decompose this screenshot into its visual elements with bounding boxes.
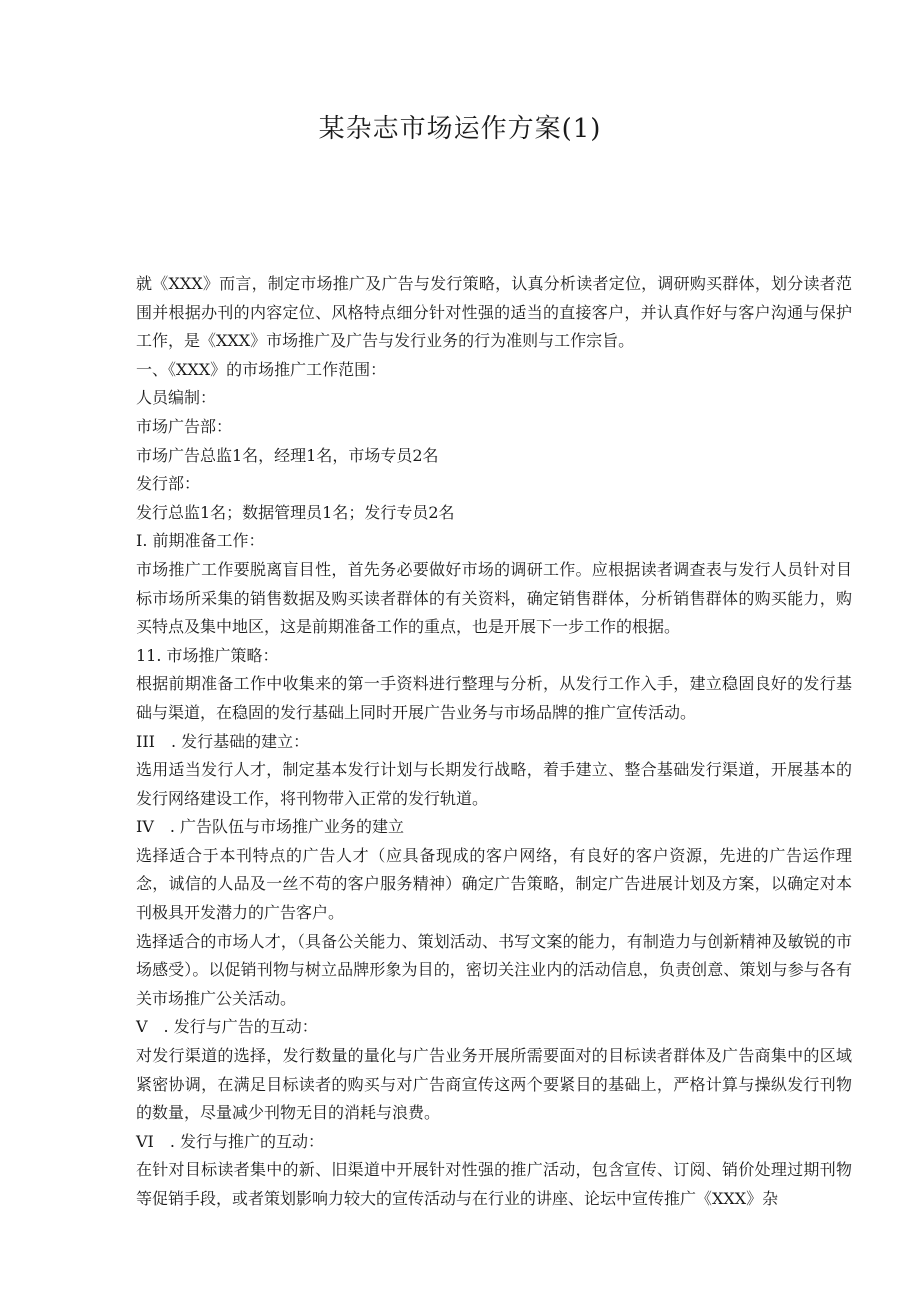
paragraph: 市场广告部： [136,416,233,436]
paragraph: 人员编制： [136,388,217,408]
section-heading: V . 发行与广告的互动： [136,1017,318,1037]
paragraph: 选用适当发行人才，制定基本发行计划与长期发行战略，着手建立、整合基础发行渠道，开展基本的发行网络建设工作，将刊物带入正常的发行轨道。 [136,760,852,808]
section-heading: I. 前期准备工作： [136,531,265,551]
paragraph: 对发行渠道的选择，发行数量的量化与广告业务开展所需要面对的目标读者群体及广告商集中的区域紧密协调，在满足目标读者的购买与对广告商宣传这两个要紧目的基础上，严格计算与操纵发行刊物的数量，尽量减少刊物无目的消耗与浪费。 [136,1046,852,1123]
section-heading: III . 发行基础的建立： [136,731,310,751]
paragraph: 根据前期准备工作中收集来的第一手资料进行整理与分析，从发行工作入手，建立稳固良好的发行基础与渠道，在稳固的发行基础上同时开展广告业务与市场品牌的推广宣传活动。 [136,674,852,722]
paragraph: 市场推广工作要脱离盲目性，首先务必要做好市场的调研工作。应根据读者调查表与发行人员针对目标市场所采集的销售数据及购买读者群体的有关资料，确定销售群体，分析销售群体的购买能力，购买特点及集中地区，这是前期准备工作的重点，也是开展下一步工作的根据。 [136,559,852,637]
paragraph: 发行部： [136,474,201,494]
paragraph: 就《XXX》而言，制定市场推广及广告与发行策略，认真分析读者定位，调研购买群体，划分读者范围并根据办刊的内容定位、风格特点细分针对性强的适当的直接客户，并认真作好与客户沟通与保护工作，是《XXX》市场推广及广告与发行业务的行为准则与工作宗旨。 [136,274,852,351]
paragraph: 在针对目标读者集中的新、旧渠道中开展针对性强的推广活动，包含宣传、订阅、销价处理过期刊物等促销手段，或者策划影响力较大的宣传活动与在行业的讲座、论坛中宣传推广《XXX》杂 [136,1160,852,1208]
paragraph: 市场广告总监1名，经理1名，市场专员2名 [136,445,439,465]
paragraph: 选择适合于本刊特点的广告人才（应具备现成的客户网络，有良好的客户资源，先进的广告运作理念，诚信的人品及一丝不苟的客户服务精神）确定广告策略，制定广告进展计划及方案，以确定对本刊极具开发潜力的广告客户。 [136,845,852,923]
section-heading: IV . 广告队伍与市场推广业务的建立 [136,817,405,837]
paragraph: 选择适合的市场人才，（具备公关能力、策划活动、书写文案的能力，有制造力与创新精神及敏锐的市场感受）。以促销刊物与树立品牌形象为目的，密切关注业内的活动信息，负责创意、策划与参与各有关市场推广公关活动。 [136,931,852,1008]
section-heading: 一、《XXX》的市场推广工作范围： [136,359,387,379]
section-heading: 11. 市场推广策略： [136,645,279,665]
paragraph: 发行总监1名；数据管理员1名；发行专员2名 [136,502,455,522]
document-title: 某杂志市场运作方案(1) [318,114,602,144]
section-heading: VI . 发行与推广的互动： [136,1131,325,1151]
document-body [136,270,852,1214]
